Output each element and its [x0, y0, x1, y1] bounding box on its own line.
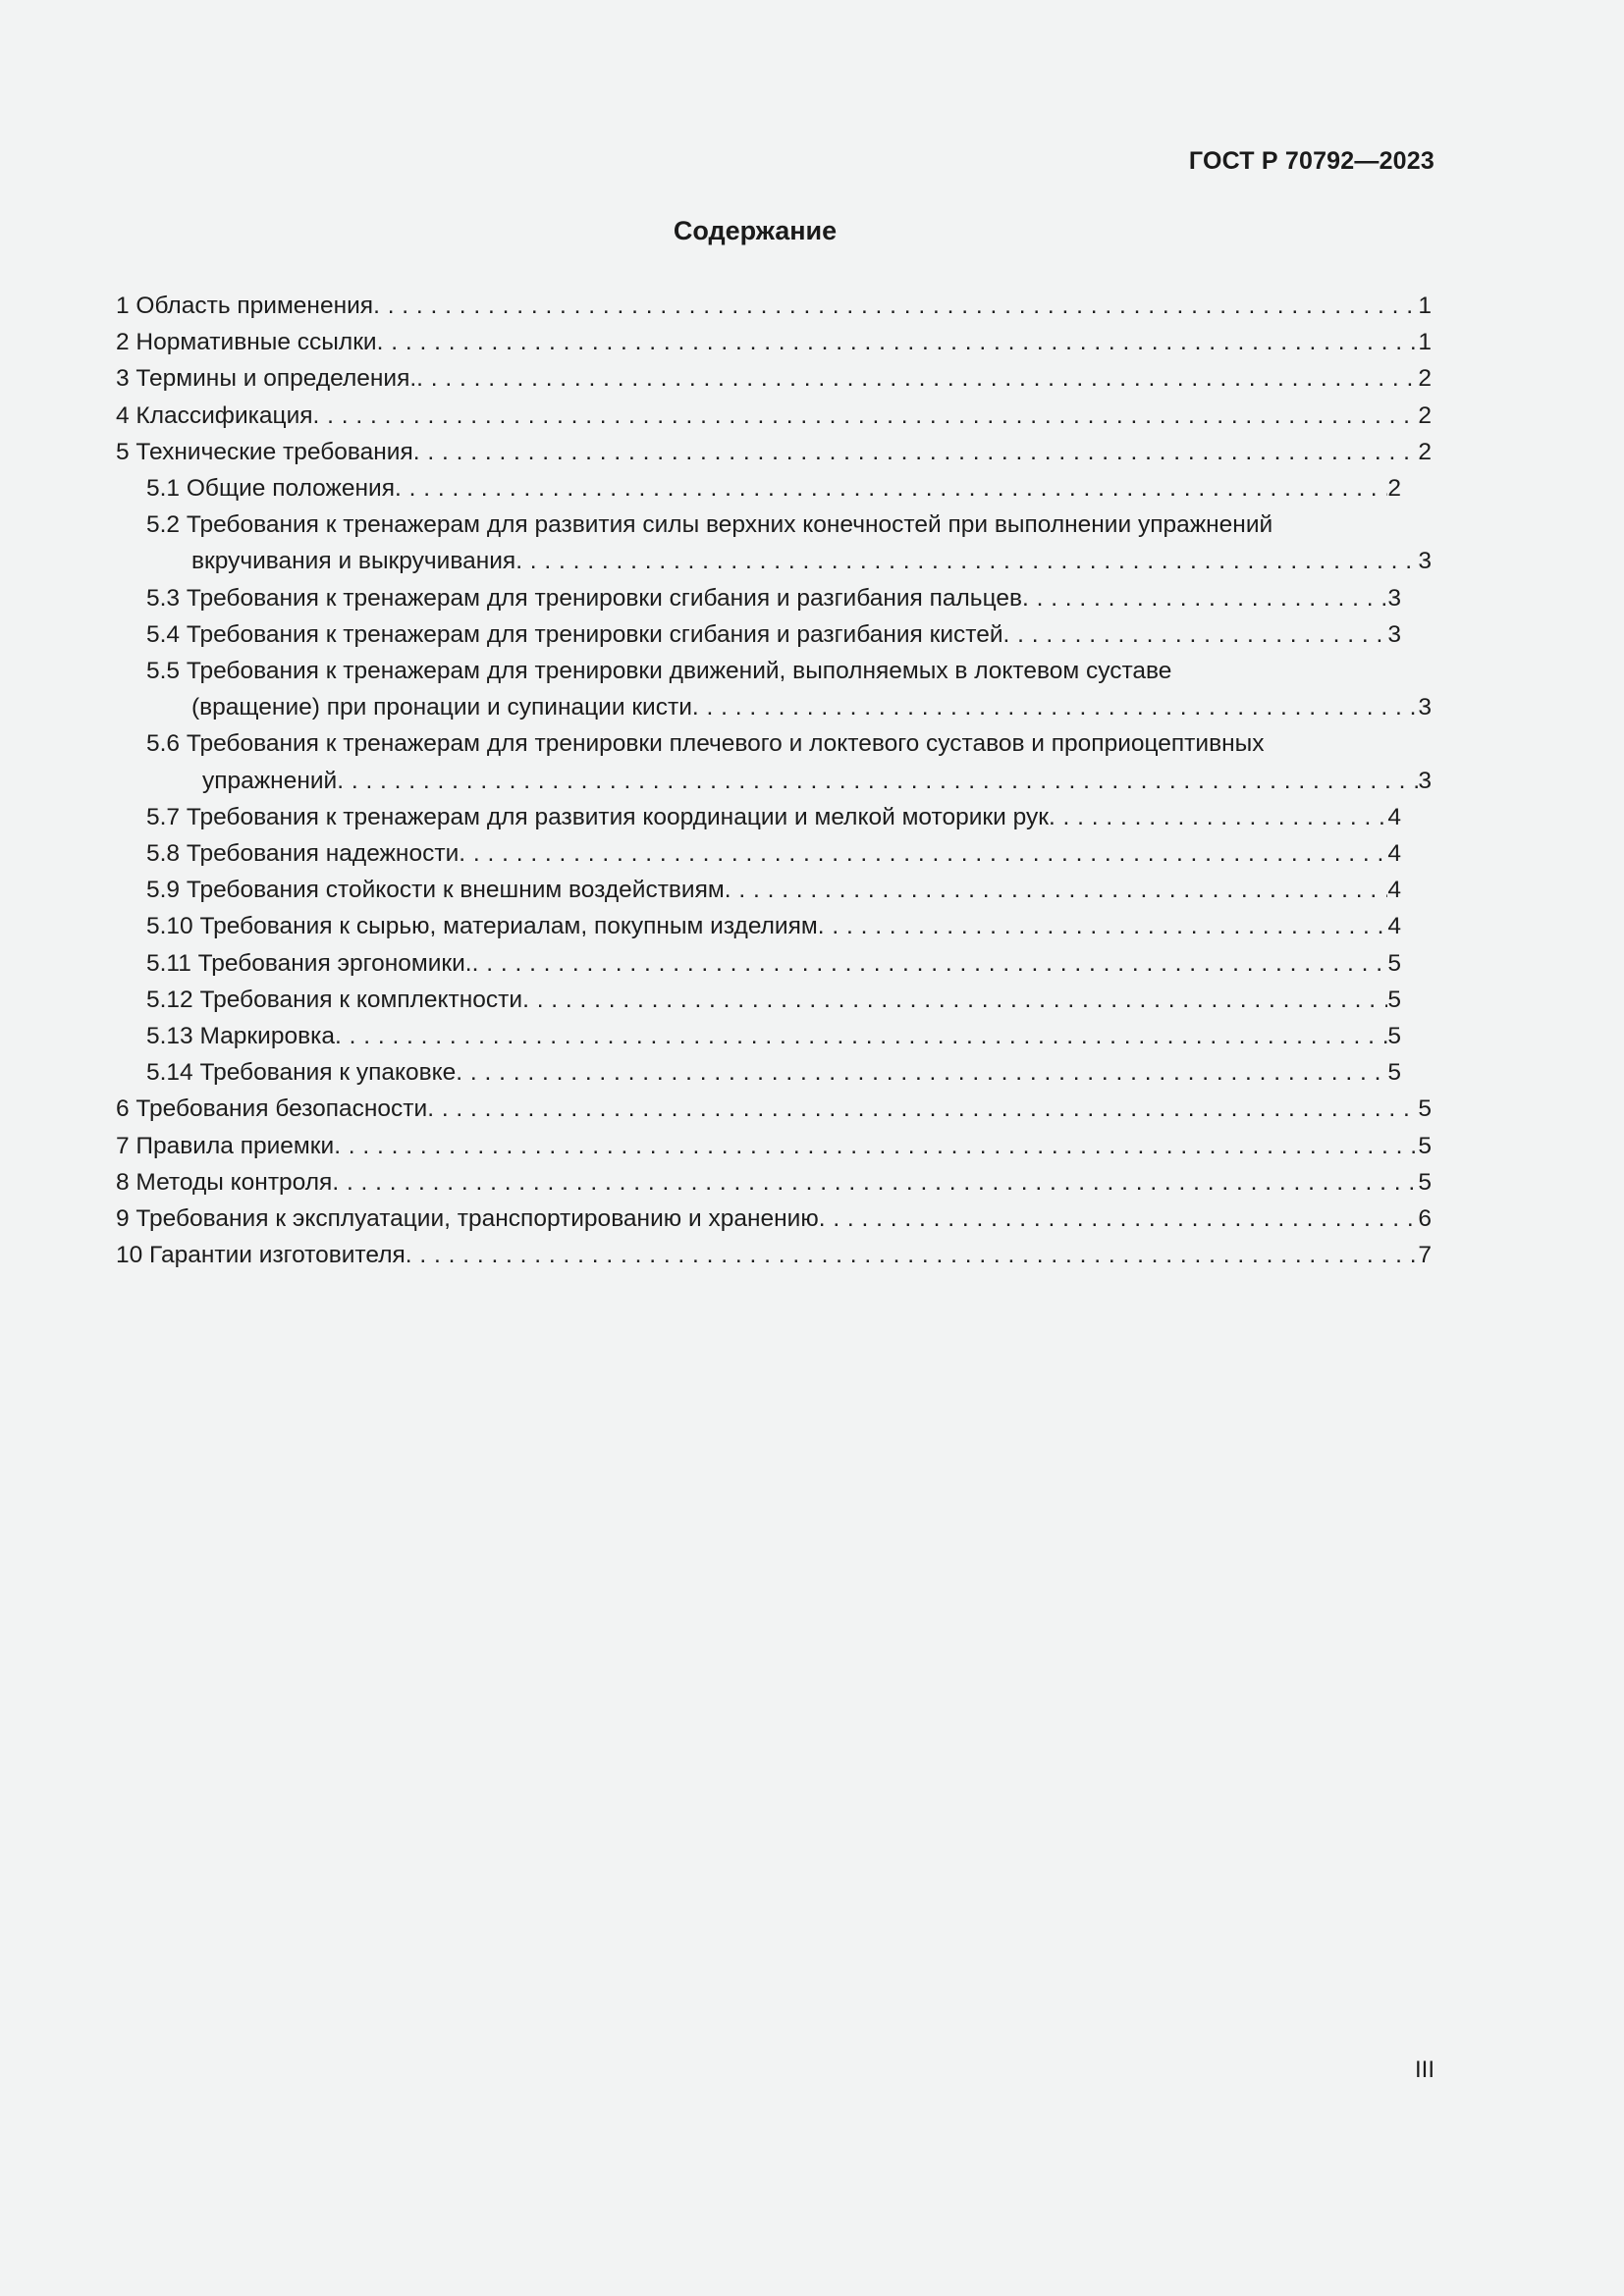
toc-entry[interactable] [146, 872, 1432, 908]
toc-page-number: 1 [1418, 293, 1432, 319]
toc-entry-label: 5 Технические требования [116, 438, 413, 465]
toc-page-number: 2 [1418, 438, 1432, 465]
toc-page-number: 4 [1387, 803, 1401, 830]
toc-row [146, 1054, 1401, 1091]
toc-page-number: 5 [1418, 1168, 1432, 1196]
toc-page-number: 4 [1387, 840, 1401, 868]
dot-leader [456, 1054, 1387, 1091]
toc-row [191, 689, 1432, 725]
toc-row [191, 543, 1432, 579]
toc-entry[interactable] [116, 324, 1432, 360]
toc-row [146, 908, 1401, 944]
toc-entry-label: 5.6 Требования к тренажерам для тренировки плечевого и локтевого суставов и проприоцептивных [146, 730, 1265, 758]
toc-entry-label: 5.12 Требования к комплектности [146, 986, 523, 1013]
toc-page-number: 3 [1387, 620, 1401, 648]
toc-page-number: 5 [1387, 1023, 1401, 1050]
toc-entry[interactable] [116, 398, 1432, 434]
toc-entry[interactable] [116, 1128, 1432, 1164]
toc-entry[interactable] [146, 616, 1432, 653]
page-folio: III [1414, 2056, 1435, 2083]
toc-entry-label: упражнений [202, 767, 338, 794]
toc-entry-label: вкручивания и выкручивания [191, 548, 516, 575]
dot-leader [1049, 799, 1387, 835]
toc-entry-label: 6 Требования безопасности [116, 1095, 428, 1123]
toc-row [146, 616, 1401, 653]
toc-entry[interactable] [146, 580, 1432, 616]
toc-page-number: 4 [1387, 877, 1401, 904]
toc-page-number: 2 [1418, 365, 1432, 393]
dot-leader [413, 434, 1419, 470]
dot-leader [692, 689, 1418, 725]
toc-page-number: 4 [1387, 913, 1401, 940]
toc-row [202, 763, 1432, 799]
toc-row [146, 799, 1401, 835]
toc-entry[interactable] [116, 1164, 1432, 1201]
toc-page-number: 3 [1418, 767, 1432, 794]
toc-entry-label: 10 Гарантии изготовителя [116, 1242, 406, 1269]
dot-leader [377, 324, 1419, 360]
toc-entry-label: 9 Требования к эксплуатации, транспортированию и хранению [116, 1205, 819, 1233]
running-header-standard-number: ГОСТ Р 70792—2023 [1188, 147, 1435, 175]
toc-entry[interactable] [146, 1054, 1432, 1091]
dot-leader [819, 1201, 1419, 1237]
dot-leader [1003, 616, 1388, 653]
dot-leader [406, 1237, 1419, 1273]
dot-leader [337, 763, 1418, 799]
toc-entry-continuation [191, 543, 1432, 579]
toc-entry-label: 5.7 Требования к тренажерам для развития координации и мелкой моторики рук [146, 803, 1049, 830]
toc-entry-label: (вращение) при пронации и супинации кисти [191, 694, 692, 721]
toc-row [116, 1091, 1432, 1127]
toc-row [146, 835, 1401, 872]
dot-leader [1022, 580, 1387, 616]
toc-entry-label: 8 Методы контроля [116, 1168, 333, 1196]
toc-entry[interactable] [146, 653, 1432, 725]
toc-row [146, 982, 1401, 1018]
toc-row [146, 945, 1401, 982]
toc-row [116, 1237, 1432, 1273]
dot-leader [335, 1018, 1387, 1054]
dot-leader [459, 835, 1387, 872]
toc-entry[interactable] [146, 945, 1432, 982]
toc-entry[interactable] [146, 725, 1432, 798]
toc-page-number: 2 [1387, 475, 1401, 503]
toc-entry-label: 1 Область применения [116, 293, 374, 319]
toc-row [116, 1164, 1432, 1201]
toc-entry-label: 5.9 Требования стойкости к внешним воздействиям [146, 877, 725, 904]
toc-row [146, 872, 1401, 908]
toc-entry[interactable] [146, 470, 1432, 507]
toc-page-number: 5 [1387, 986, 1401, 1013]
toc-page-number: 5 [1418, 1095, 1432, 1123]
toc-entry-label: 5.1 Общие положения [146, 475, 396, 503]
toc-entry-label: 5.4 Требования к тренажерам для тренировки сгибания и разгибания кистей [146, 620, 1003, 648]
toc-page-number: 3 [1387, 584, 1401, 612]
toc-row [146, 580, 1401, 616]
toc-row [116, 324, 1432, 360]
toc-entry-label: 5.10 Требования к сырью, материалам, покупным изделиям [146, 913, 818, 940]
toc-row [116, 434, 1432, 470]
toc-entry[interactable] [116, 1201, 1432, 1237]
dot-leader [515, 543, 1418, 579]
toc-page-number: 5 [1418, 1132, 1432, 1159]
toc-entry-label: 5.2 Требования к тренажерам для развития силы верхних конечностей при выполнении упражнений [146, 511, 1273, 539]
toc-page-number: 7 [1418, 1242, 1432, 1269]
toc-row [116, 288, 1432, 324]
toc-page-number: 5 [1387, 1059, 1401, 1087]
toc-entry[interactable] [146, 1018, 1432, 1054]
toc-entry[interactable] [146, 799, 1432, 835]
toc-row [116, 398, 1432, 434]
toc-entry-label: 2 Нормативные ссылки [116, 329, 377, 356]
toc-entry-continuation [191, 689, 1432, 725]
dot-leader [334, 1128, 1418, 1164]
toc-row [116, 1201, 1432, 1237]
toc-entry[interactable] [116, 360, 1432, 397]
dot-leader [373, 288, 1418, 324]
toc-entry[interactable] [146, 982, 1432, 1018]
table-of-contents [116, 288, 1432, 1273]
dot-leader [332, 1164, 1418, 1201]
toc-row [146, 1018, 1401, 1054]
toc-page-number: 2 [1418, 401, 1432, 429]
toc-entry-label: 5.14 Требования к упаковке [146, 1059, 457, 1087]
toc-row [116, 360, 1432, 397]
toc-entry[interactable] [116, 288, 1432, 324]
toc-row [146, 470, 1401, 507]
toc-page-number: 3 [1418, 694, 1432, 721]
dot-leader [395, 470, 1387, 507]
dot-leader [818, 908, 1388, 944]
toc-page-number: 3 [1418, 548, 1432, 575]
toc-entry-label: 7 Правила приемки [116, 1132, 335, 1159]
toc-page-number: 6 [1418, 1205, 1432, 1233]
dot-leader [416, 360, 1418, 397]
toc-row [116, 1128, 1432, 1164]
toc-entry[interactable] [116, 1091, 1432, 1127]
toc-entry-label: 5.3 Требования к тренажерам для тренировки сгибания и разгибания пальцев [146, 584, 1022, 612]
toc-entry-label: 5.5 Требования к тренажерам для тренировки движений, выполняемых в локтевом суставе [146, 658, 1172, 685]
toc-entry-label: 5.8 Требования надежности [146, 840, 460, 868]
toc-entry-label: 5.11 Требования эргономики. [146, 949, 472, 977]
toc-page-number: 1 [1418, 329, 1432, 356]
toc-entry-label: 3 Термины и определения. [116, 365, 417, 393]
dot-leader [472, 945, 1388, 982]
toc-entry-continuation [202, 763, 1432, 799]
toc-entry[interactable] [146, 835, 1432, 872]
toc-entry[interactable] [146, 908, 1432, 944]
toc-entry[interactable] [116, 1237, 1432, 1273]
toc-entry-label: 5.13 Маркировка [146, 1023, 335, 1050]
dot-leader [522, 982, 1387, 1018]
toc-entry[interactable] [116, 434, 1432, 470]
toc-entry[interactable] [146, 507, 1432, 579]
dot-leader [313, 398, 1419, 434]
toc-entry-label: 4 Классификация [116, 401, 313, 429]
dot-leader [725, 872, 1388, 908]
page-title: Содержание [673, 216, 838, 245]
dot-leader [427, 1091, 1418, 1127]
toc-page-number: 5 [1387, 949, 1401, 977]
